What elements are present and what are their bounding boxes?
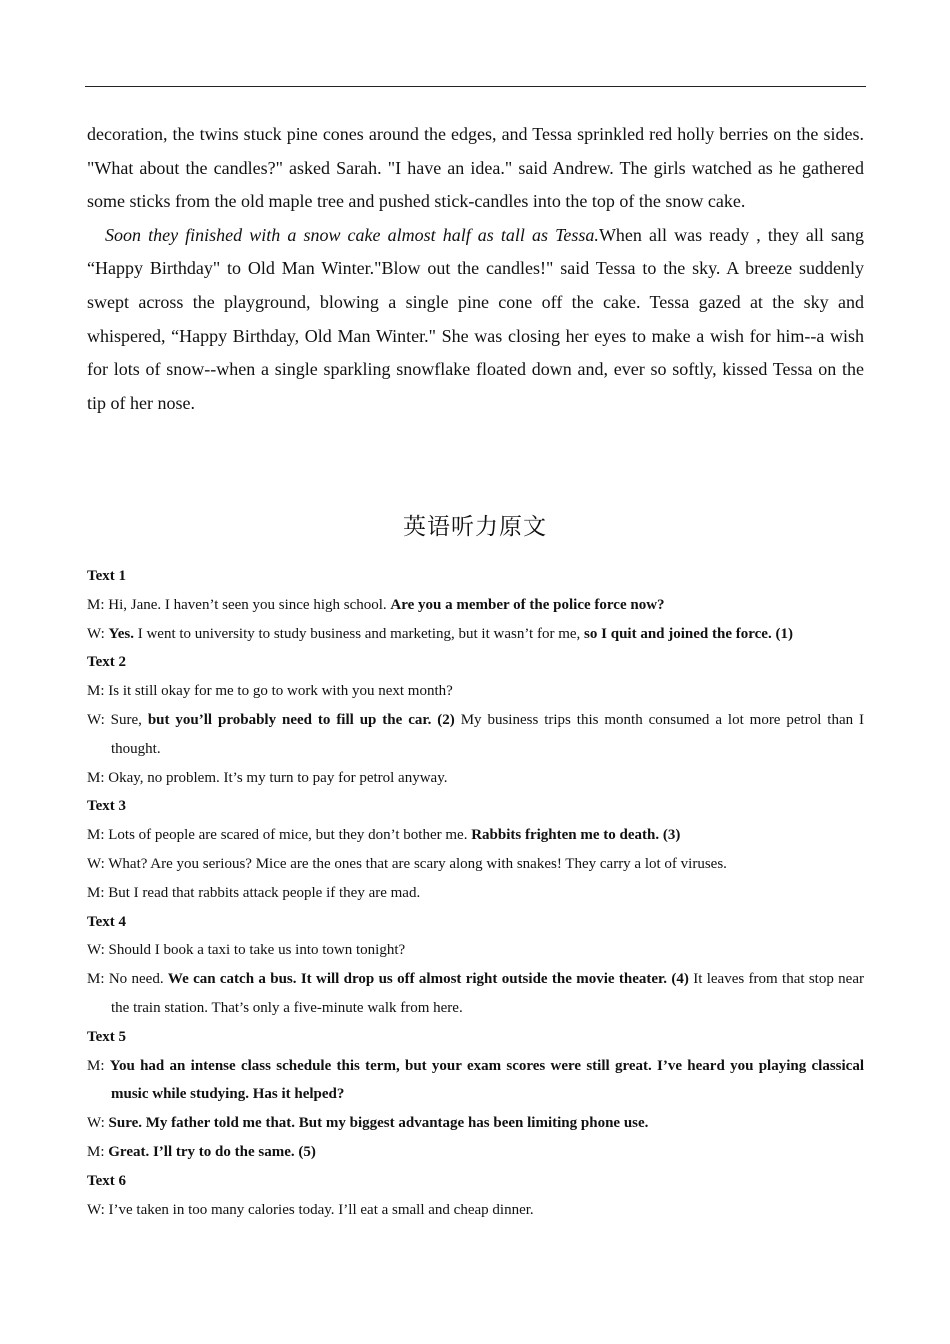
dialogue-segment: W: Sure, xyxy=(87,711,148,728)
dialogue-segment: M: xyxy=(87,1057,110,1074)
dialogue-segment: M: But I read that rabbits attack people if they are mad. xyxy=(87,884,421,901)
dialogue-bold-segment: Great. I’ll try to do the same. (5) xyxy=(108,1143,316,1160)
text-title: Text 5 xyxy=(87,1028,127,1045)
text-title: Text 3 xyxy=(87,798,127,815)
dialogue-line xyxy=(87,591,864,620)
dialogue-line xyxy=(87,677,864,706)
header-rule xyxy=(85,86,866,87)
dialogue-bold-segment: Yes. xyxy=(108,625,134,642)
dialogue-segment: W: What? Are you serious? Mice are the ones that are scary along with snakes! They carry a lot of viruses. xyxy=(87,855,727,872)
dialogue-segment: M: xyxy=(87,1143,109,1160)
dialogue-line xyxy=(87,965,864,1023)
dialogue-line xyxy=(87,936,864,965)
dialogue-line xyxy=(87,706,864,764)
dialogue-segment: W: Should I book a taxi to take us into town tonight? xyxy=(87,942,406,959)
dialogue-segment: W: xyxy=(87,625,109,642)
text-title: Text 1 xyxy=(87,568,127,584)
story-passage xyxy=(87,118,864,420)
dialogue-line xyxy=(87,879,864,908)
dialogue-bold-segment: Are you a member of the police force now? xyxy=(390,596,665,613)
story-paragraph-2 xyxy=(87,219,864,421)
dialogue-segment: It leaves from that stop near the train station. That’s only a five-minute walk from here. xyxy=(111,971,864,1016)
dialogue-segment: W: I’ve taken in too many calories today. I’ll eat a small and cheap dinner. xyxy=(87,1201,534,1218)
dialogue-segment: M: Lots of people are scared of mice, but they don’t bother me. xyxy=(87,827,472,844)
dialogue-line xyxy=(87,850,864,879)
dialogue-segment: M: Okay, no problem. It’s my turn to pay for petrol anyway. xyxy=(87,769,448,786)
dialogue-segment: My business trips this month consumed a lot more petrol than I thought. xyxy=(111,711,865,757)
dialogue-bold-segment: We can catch a bus. It will drop us off almost right outside the movie theater. (4) xyxy=(167,971,689,988)
story-paragraph-2-text: When all was ready , they all sang “Happy Birthday" to Old Man Winter."Blow out the candles!" said Tessa to the sky. A breeze suddenly swept across the playground, blowing a single pine cone off the cake. Tessa gazed at the sky and whispered, “Happy Birthday, Old Man Winter." She was closing her eyes to make a wish for him--a wish for lots of snow--when a single sparkling snowflake floated down and, ever so softly, kissed Tessa on the tip of her nose. xyxy=(87,224,864,413)
dialogue-segment: M: Is it still okay for me to go to work with you next month? xyxy=(87,683,453,700)
dialogue-bold-segment: Sure. My father told me that. But my biggest advantage has been limiting phone use. xyxy=(108,1115,649,1132)
dialogue-line xyxy=(87,1196,864,1225)
dialogue-bold-segment: Rabbits frighten me to death. (3) xyxy=(471,827,681,844)
text-title: Text 4 xyxy=(87,913,127,930)
dialogue-bold-segment: but you’ll probably need to fill up the car. (2) xyxy=(147,711,455,728)
section-heading: 英语听力原文 xyxy=(403,514,547,540)
dialogue-segment: I went to university to study business and marketing, but it wasn’t for me, xyxy=(133,625,585,642)
dialogue-bold-segment: so I quit and joined the force. (1) xyxy=(584,625,793,642)
story-italic-sentence: Soon they finished with a snow cake almost half as tall as Tessa. xyxy=(105,224,599,245)
story-paragraph-1: decoration, the twins stuck pine cones around the edges, and Tessa sprinkled red holly berries on the sides. "What about the candles?" asked Sarah. "I have an idea." said Andrew. The girls watched as he gathered some sticks from the old maple tree and pushed stick-candles into the top of the snow cake. xyxy=(87,124,864,212)
dialogue-segment: M: No need. xyxy=(87,971,168,988)
text-title: Text 6 xyxy=(87,1172,127,1189)
dialogue-line xyxy=(87,1052,864,1110)
dialogue-line xyxy=(87,1138,864,1167)
dialogue-line xyxy=(87,821,864,850)
dialogue-line xyxy=(87,620,864,649)
dialogue-line xyxy=(87,1109,864,1138)
text-title: Text 2 xyxy=(87,654,127,671)
dialogue-line xyxy=(87,764,864,793)
listening-transcript xyxy=(87,562,864,1224)
dialogue-segment: W: xyxy=(87,1115,109,1132)
dialogue-segment: M: Hi, Jane. I haven’t seen you since high school. xyxy=(87,596,391,613)
dialogue-bold-segment: You had an intense class schedule this term, but your exam scores were still great. I’ve heard you playing classical music while studying. Has it helped? xyxy=(109,1057,864,1103)
